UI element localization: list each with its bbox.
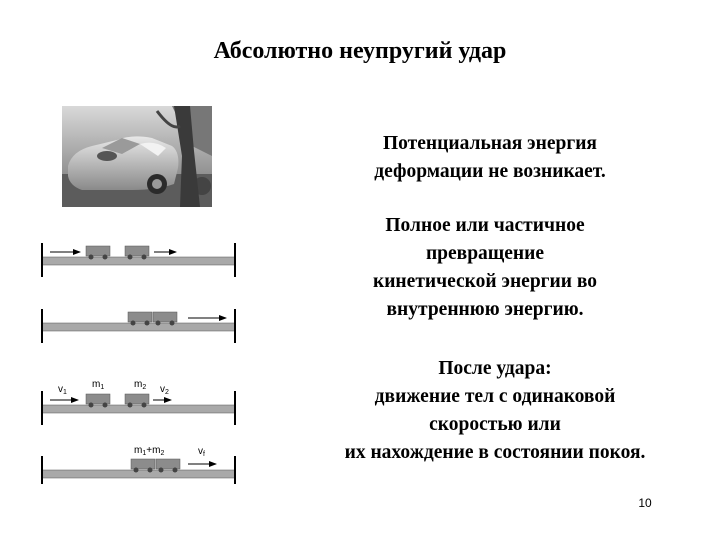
text-line: кинетической энергии во [372, 271, 598, 292]
text-line: деформации не возникает. [374, 161, 606, 182]
track-row-3 [42, 379, 235, 425]
collision-diagram [36, 234, 242, 484]
track-row-4 [42, 445, 235, 484]
text-line: Полное или частичное [385, 215, 585, 236]
track-row-1 [42, 243, 235, 277]
label-m1-plus-m2: $m_1+m_2$ [134, 445, 165, 457]
label-m1: $m_1$ [92, 379, 105, 391]
paragraph-after-impact [290, 355, 700, 467]
page-number: 10 [638, 496, 652, 510]
text-line: скоростью или [429, 414, 561, 435]
text-line: внутреннюю энергию. [386, 299, 584, 320]
paragraph-no-potential-energy [330, 130, 650, 186]
text-line: движение тел с одинаковой [374, 386, 616, 407]
text-line: Потенциальная энергия [383, 133, 597, 154]
label-vf: $v_f$ [198, 446, 205, 458]
slide-title: Абсолютно неупругий удар [213, 38, 507, 64]
label-v2: $v_2$ [160, 384, 169, 396]
label-v1: $v_1$ [58, 384, 67, 396]
label-m2: $m_2$ [134, 379, 147, 391]
paragraph-energy-conversion [320, 212, 650, 324]
text-line: После удара: [438, 358, 552, 379]
track-row-2 [42, 309, 235, 343]
car-crash-photo [62, 106, 212, 207]
text-line: их нахождение в состоянии покоя. [344, 442, 646, 463]
text-line: превращение [425, 243, 545, 264]
